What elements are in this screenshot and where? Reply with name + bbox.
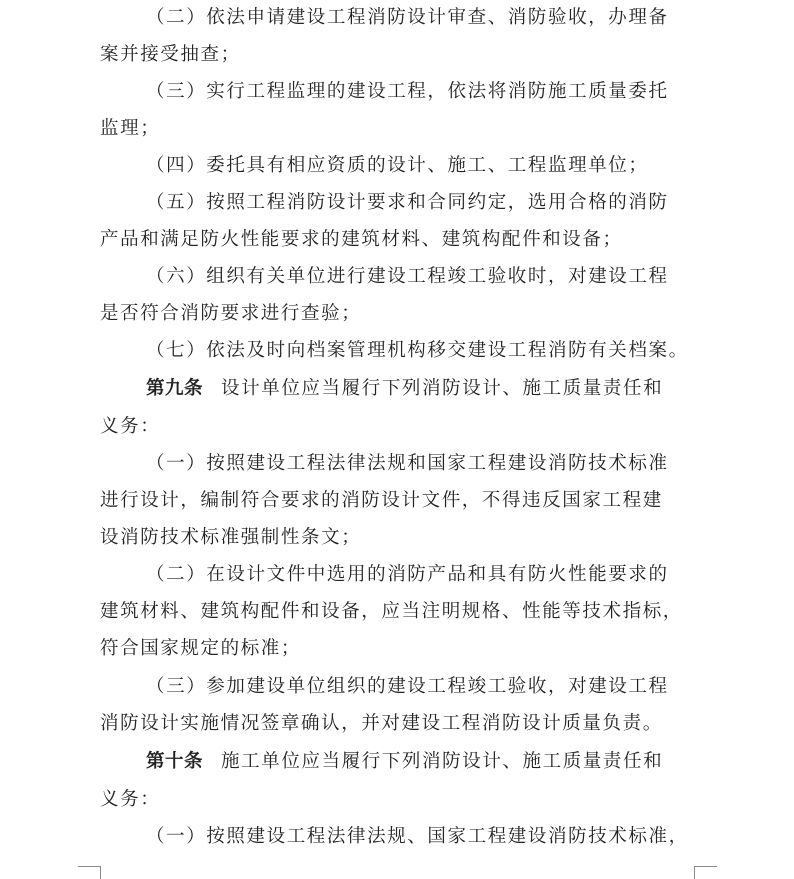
crop-mark-left xyxy=(78,866,101,879)
crop-mark-right xyxy=(694,866,717,879)
paragraph-line xyxy=(100,487,700,515)
paragraph-line xyxy=(146,823,706,851)
article-10-line xyxy=(146,748,706,776)
article-heading: 第九条 xyxy=(146,378,204,399)
paragraph-line xyxy=(100,300,700,328)
line-text: 案并接受抽查； xyxy=(100,44,241,65)
line-text: （五）按照工程消防设计要求和合同约定，选用合格的消防 xyxy=(146,192,669,213)
paragraph-line xyxy=(100,710,700,738)
line-text: （一）按照建设工程法律法规和国家工程建设消防技术标准 xyxy=(146,453,669,474)
paragraph-line xyxy=(146,4,706,32)
line-text: 施工单位应当履行下列消防设计、施工质量责任和 xyxy=(221,751,664,772)
article-9-line xyxy=(146,375,706,403)
paragraph-line xyxy=(146,189,706,217)
line-text: （七）依法及时向档案管理机构移交建设工程消防有关档案。 xyxy=(146,340,689,361)
line-text: 设计单位应当履行下列消防设计、施工质量责任和 xyxy=(221,378,664,399)
line-text: （四）委托具有相应资质的设计、施工、工程监理单位； xyxy=(146,155,649,176)
paragraph-line xyxy=(146,450,706,478)
paragraph-line xyxy=(146,78,706,106)
line-text: 监理； xyxy=(100,118,161,139)
line-text: 建筑材料、建筑构配件和设备，应当注明规格、性能等技术指标， xyxy=(100,601,683,622)
paragraph-line xyxy=(100,786,700,814)
line-text: 产品和满足防火性能要求的建筑材料、建筑构配件和设备； xyxy=(100,229,623,250)
line-text: （三）参加建设单位组织的建设工程竣工验收，对建设工程 xyxy=(146,676,669,697)
line-text: 是否符合消防要求进行查验； xyxy=(100,303,362,324)
paragraph-line xyxy=(100,115,700,143)
paragraph-line xyxy=(146,561,706,589)
line-text: 设消防技术标准强制性条文； xyxy=(100,527,362,548)
paragraph-line xyxy=(100,226,700,254)
article-heading: 第十条 xyxy=(146,751,204,772)
line-text: （三）实行工程监理的建设工程，依法将消防施工质量委托 xyxy=(146,81,669,102)
paragraph-line xyxy=(100,524,700,552)
paragraph-line xyxy=(146,673,706,701)
line-text: （二）在设计文件中选用的消防产品和具有防火性能要求的 xyxy=(146,564,669,585)
line-text: （一）按照建设工程法律法规、国家工程建设消防技术标准， xyxy=(146,826,689,847)
line-text: 义务： xyxy=(100,789,161,810)
line-text: 符合国家规定的标准； xyxy=(100,638,302,659)
paragraph-line xyxy=(100,598,700,626)
paragraph-line xyxy=(146,263,706,291)
paragraph-line xyxy=(100,413,700,441)
line-text: （二）依法申请建设工程消防设计审查、消防验收，办理备 xyxy=(146,7,669,28)
line-text: （六）组织有关单位进行建设工程竣工验收时，对建设工程 xyxy=(146,266,669,287)
line-text: 义务： xyxy=(100,416,161,437)
paragraph-line xyxy=(100,635,700,663)
line-text: 进行设计，编制符合要求的消防设计文件，不得违反国家工程建 xyxy=(100,490,663,511)
paragraph-line xyxy=(146,152,706,180)
paragraph-line xyxy=(146,337,706,365)
paragraph-line xyxy=(100,41,700,69)
line-text: 消防设计实施情况签章确认，并对建设工程消防设计质量负责。 xyxy=(100,713,663,734)
